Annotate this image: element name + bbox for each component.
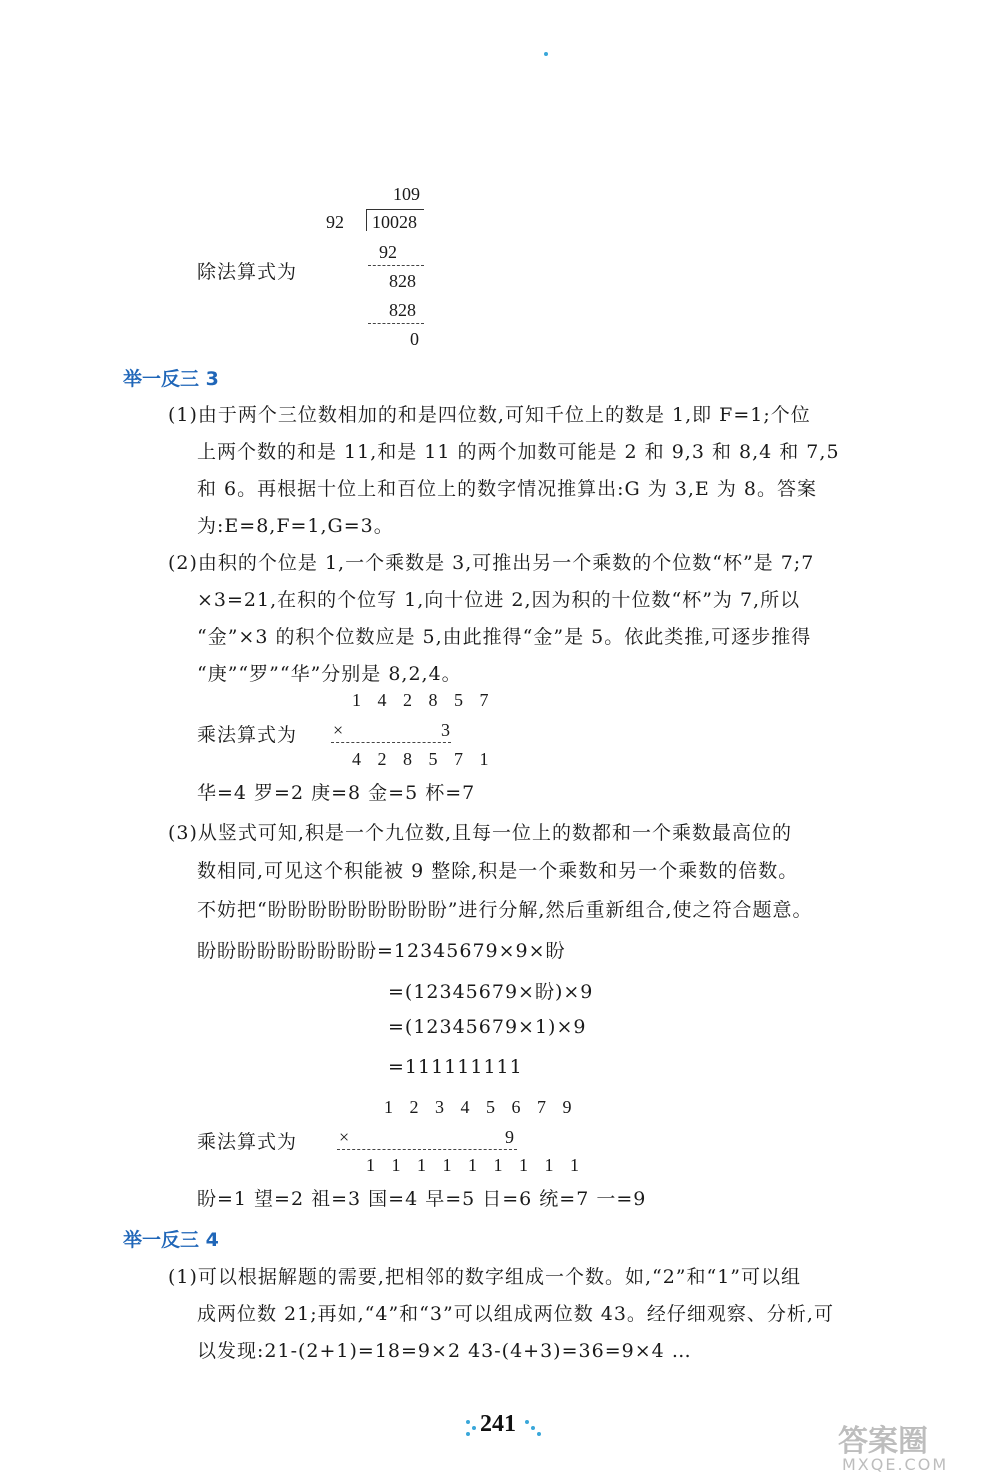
division-dividend: 10028 [372,212,417,232]
para-2-line-1: (2)由积的个位是 1,一个乘数是 3,可推出另一个乘数的个位数“杯”是 7;7 [168,552,815,574]
para-3-line-1: (3)从竖式可知,积是一个九位数,且每一位上的数都和一个乘数最高位的 [168,822,792,844]
division-step1: 92 [379,242,397,262]
para-2-line-3: “金”×3 的积个位数应是 5,由此推得“金”是 5。依此类推,可逐步推得 [197,626,812,648]
mult1-label: 乘法算式为 [197,724,298,746]
division-label: 除法算式为 [197,261,298,283]
section-title-3: 举一反三 3 [123,368,219,390]
section-title-4: 举一反三 4 [123,1229,219,1251]
mult2-sign: × [339,1127,350,1147]
decorative-dot [537,1432,541,1436]
division-line-1 [368,265,424,266]
equation-line-3: =(12345679×1)×9 [388,1016,587,1038]
division-line-2 [368,323,424,324]
para-2-line-4: “庚”“罗”“华”分别是 8,2,4。 [197,663,462,685]
watermark-url: MXQE.COM [842,1455,949,1474]
para-1-line-4: 为:E=8,F=1,G=3。 [197,515,394,537]
division-bracket [366,209,367,231]
answer-1: 华=4 罗=2 庚=8 金=5 杯=7 [197,782,476,804]
para-3-line-3: 不妨把“盼盼盼盼盼盼盼盼盼”进行分解,然后重新组合,使之符合题意。 [197,899,813,921]
para-2-line-2: ×3=21,在积的个位写 1,向十位进 2,因为积的十位数“杯”为 7,所以 [197,589,801,611]
division-bar [366,209,424,210]
para-4-line-3: 以发现:21-(2+1)=18=9×2 43-(4+3)=36=9×4 … [197,1340,692,1362]
decorative-dot [531,1426,535,1430]
para-4-line-1: (1)可以根据解题的需要,把相邻的数字组成一个数。如,“2”和“1”可以组 [168,1266,802,1288]
mult2-top: 1 2 3 4 5 6 7 9 [384,1097,578,1117]
equation-line-4: =111111111 [388,1056,523,1078]
division-quotient: 109 [393,184,420,204]
mult1-mid: 3 [441,720,450,740]
para-4-line-2: 成两位数 21;再如,“4”和“3”可以组成两位数 43。经仔细观察、分析,可 [197,1303,834,1325]
equation-line-2: =(12345679×盼)×9 [388,981,594,1003]
mult2-line [337,1149,517,1150]
decorative-dot [472,1426,476,1430]
decorative-dot [525,1420,529,1424]
para-1-line-3: 和 6。再根据十位上和百位上的数字情况推算出:G 为 3,E 为 8。答案 [197,478,817,500]
mult1-sign: × [333,720,344,740]
para-1-line-2: 上两个数的和是 11,和是 11 的两个加数可能是 2 和 9,3 和 8,4 和 7,5 [197,441,840,463]
para-3-line-2: 数相同,可见这个积能被 9 整除,积是一个乘数和另一个乘数的倍数。 [197,860,799,882]
answer-2: 盼=1 望=2 祖=3 国=4 早=5 日=6 统=7 一=9 [197,1188,647,1210]
mult2-result: 1 1 1 1 1 1 1 1 1 [366,1155,585,1175]
division-divisor: 92 [326,212,344,232]
division-step2: 828 [389,271,416,291]
equation-line-1: 盼盼盼盼盼盼盼盼盼=12345679×9×盼 [197,940,566,962]
decorative-dot [466,1420,470,1424]
mult1-result: 4 2 8 5 7 1 [352,749,495,769]
mult1-top: 1 4 2 8 5 7 [352,690,495,710]
page-number: 241 [480,1411,516,1437]
decorative-dot [466,1432,470,1436]
division-step3: 828 [389,300,416,320]
mult2-label: 乘法算式为 [197,1131,298,1153]
para-1-line-1: (1)由于两个三位数相加的和是四位数,可知千位上的数是 1,即 F=1;个位 [168,404,811,426]
watermark-logo: 答案圈 [838,1424,928,1459]
division-remainder: 0 [410,329,419,349]
decorative-dot [544,52,548,56]
mult2-mid: 9 [505,1127,514,1147]
mult1-line [331,742,451,743]
